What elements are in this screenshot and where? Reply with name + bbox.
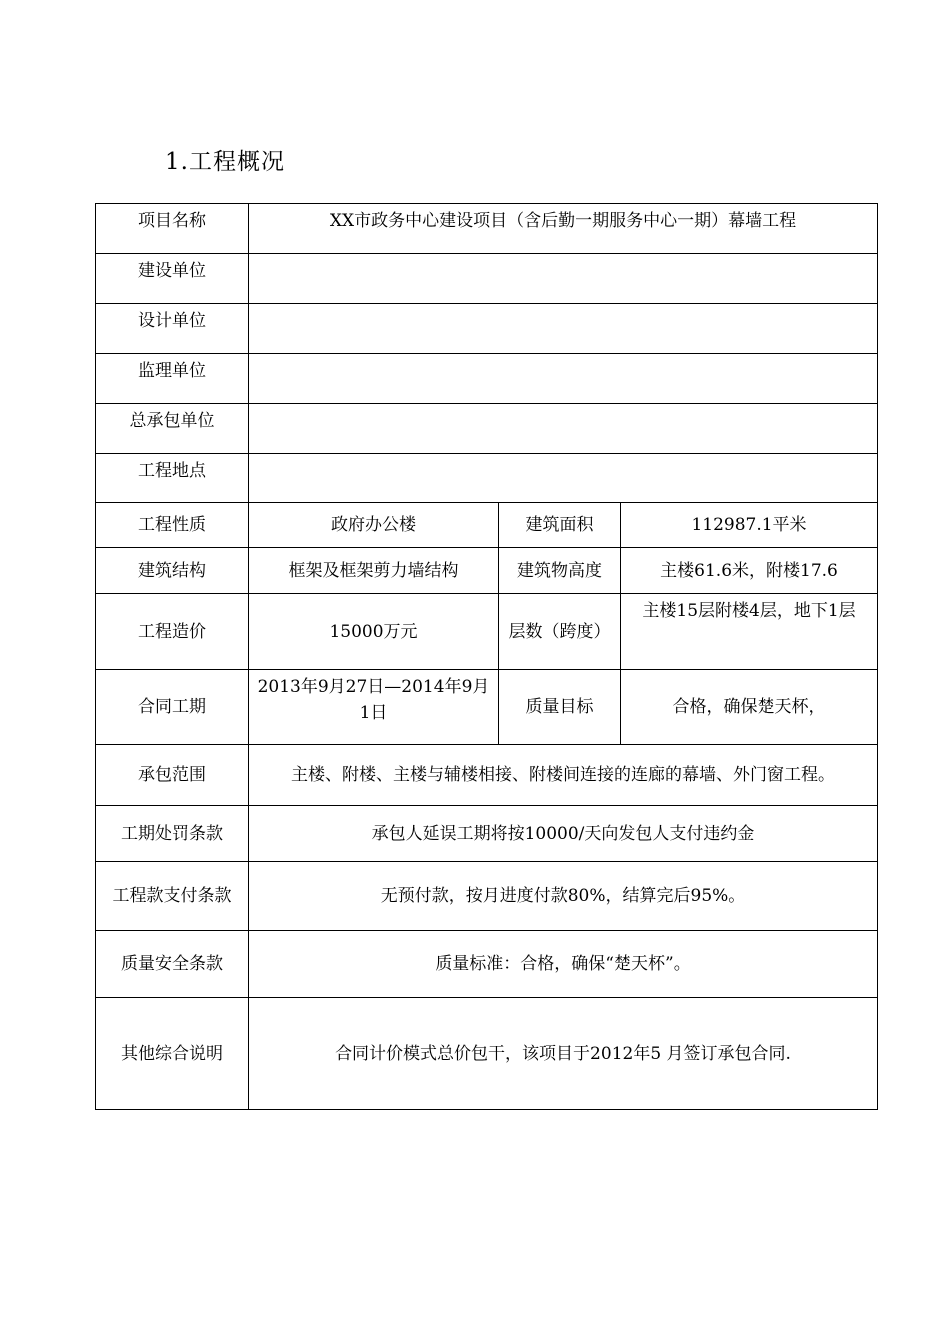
label-nature: 工程性质 bbox=[96, 503, 249, 548]
label-supervision-unit: 监理单位 bbox=[96, 354, 249, 404]
value-penalty: 承包人延误工期将按10000/天向发包人支付违约金 bbox=[249, 806, 878, 862]
value-floors: 主楼15层附楼4层，地下1层 bbox=[621, 594, 878, 670]
label-penalty: 工期处罚条款 bbox=[96, 806, 249, 862]
value-quality-safety: 质量标准：合格，确保“楚天杯”。 bbox=[249, 931, 878, 998]
label-location: 工程地点 bbox=[96, 454, 249, 503]
row-scope bbox=[96, 745, 878, 806]
value-general-contractor bbox=[249, 404, 878, 454]
row-supervision-unit bbox=[96, 354, 878, 404]
label-construction-unit: 建设单位 bbox=[96, 254, 249, 304]
value-cost: 15000万元 bbox=[249, 594, 499, 670]
row-structure bbox=[96, 548, 878, 594]
row-construction-unit bbox=[96, 254, 878, 304]
value-building-height: 主楼61.6米，附楼17.6 bbox=[621, 548, 878, 594]
value-contract-period: 2013年9月27日—2014年9月1日 bbox=[249, 670, 499, 745]
row-contract-period bbox=[96, 670, 878, 745]
row-other bbox=[96, 998, 878, 1110]
value-construction-unit bbox=[249, 254, 878, 304]
value-supervision-unit bbox=[249, 354, 878, 404]
value-project-name: XX市政务中心建设项目（含后勤一期服务中心一期）幕墙工程 bbox=[249, 204, 878, 254]
value-other: 合同计价模式总价包干，该项目于2012年5 月签订承包合同. bbox=[249, 998, 878, 1110]
label-floors: 层数（跨度） bbox=[499, 594, 621, 670]
row-nature bbox=[96, 503, 878, 548]
row-project-name bbox=[96, 204, 878, 254]
label-building-height: 建筑物高度 bbox=[499, 548, 621, 594]
label-general-contractor: 总承包单位 bbox=[96, 404, 249, 454]
label-structure: 建筑结构 bbox=[96, 548, 249, 594]
row-payment bbox=[96, 862, 878, 931]
label-design-unit: 设计单位 bbox=[96, 304, 249, 354]
row-general-contractor bbox=[96, 404, 878, 454]
label-scope: 承包范围 bbox=[96, 745, 249, 806]
label-floor-area: 建筑面积 bbox=[499, 503, 621, 548]
value-floor-area: 112987.1平米 bbox=[621, 503, 878, 548]
section-heading: 1.工程概况 bbox=[165, 149, 285, 175]
row-design-unit bbox=[96, 304, 878, 354]
value-location bbox=[249, 454, 878, 503]
row-location bbox=[96, 454, 878, 503]
value-design-unit bbox=[249, 304, 878, 354]
row-quality-safety bbox=[96, 931, 878, 998]
row-cost bbox=[96, 594, 878, 670]
label-other: 其他综合说明 bbox=[96, 998, 249, 1110]
value-structure: 框架及框架剪力墙结构 bbox=[249, 548, 499, 594]
label-quality-safety: 质量安全条款 bbox=[96, 931, 249, 998]
label-payment: 工程款支付条款 bbox=[96, 862, 249, 931]
value-payment: 无预付款，按月进度付款80%，结算完后95%。 bbox=[249, 862, 878, 931]
project-overview-table bbox=[95, 203, 878, 1110]
value-nature: 政府办公楼 bbox=[249, 503, 499, 548]
value-quality-target: 合格，确保楚天杯， bbox=[621, 670, 878, 745]
row-penalty bbox=[96, 806, 878, 862]
label-quality-target: 质量目标 bbox=[499, 670, 621, 745]
label-project-name: 项目名称 bbox=[96, 204, 249, 254]
label-cost: 工程造价 bbox=[96, 594, 249, 670]
value-scope: 主楼、附楼、主楼与辅楼相接、附楼间连接的连廊的幕墙、外门窗工程。 bbox=[249, 745, 878, 806]
label-contract-period: 合同工期 bbox=[96, 670, 249, 745]
